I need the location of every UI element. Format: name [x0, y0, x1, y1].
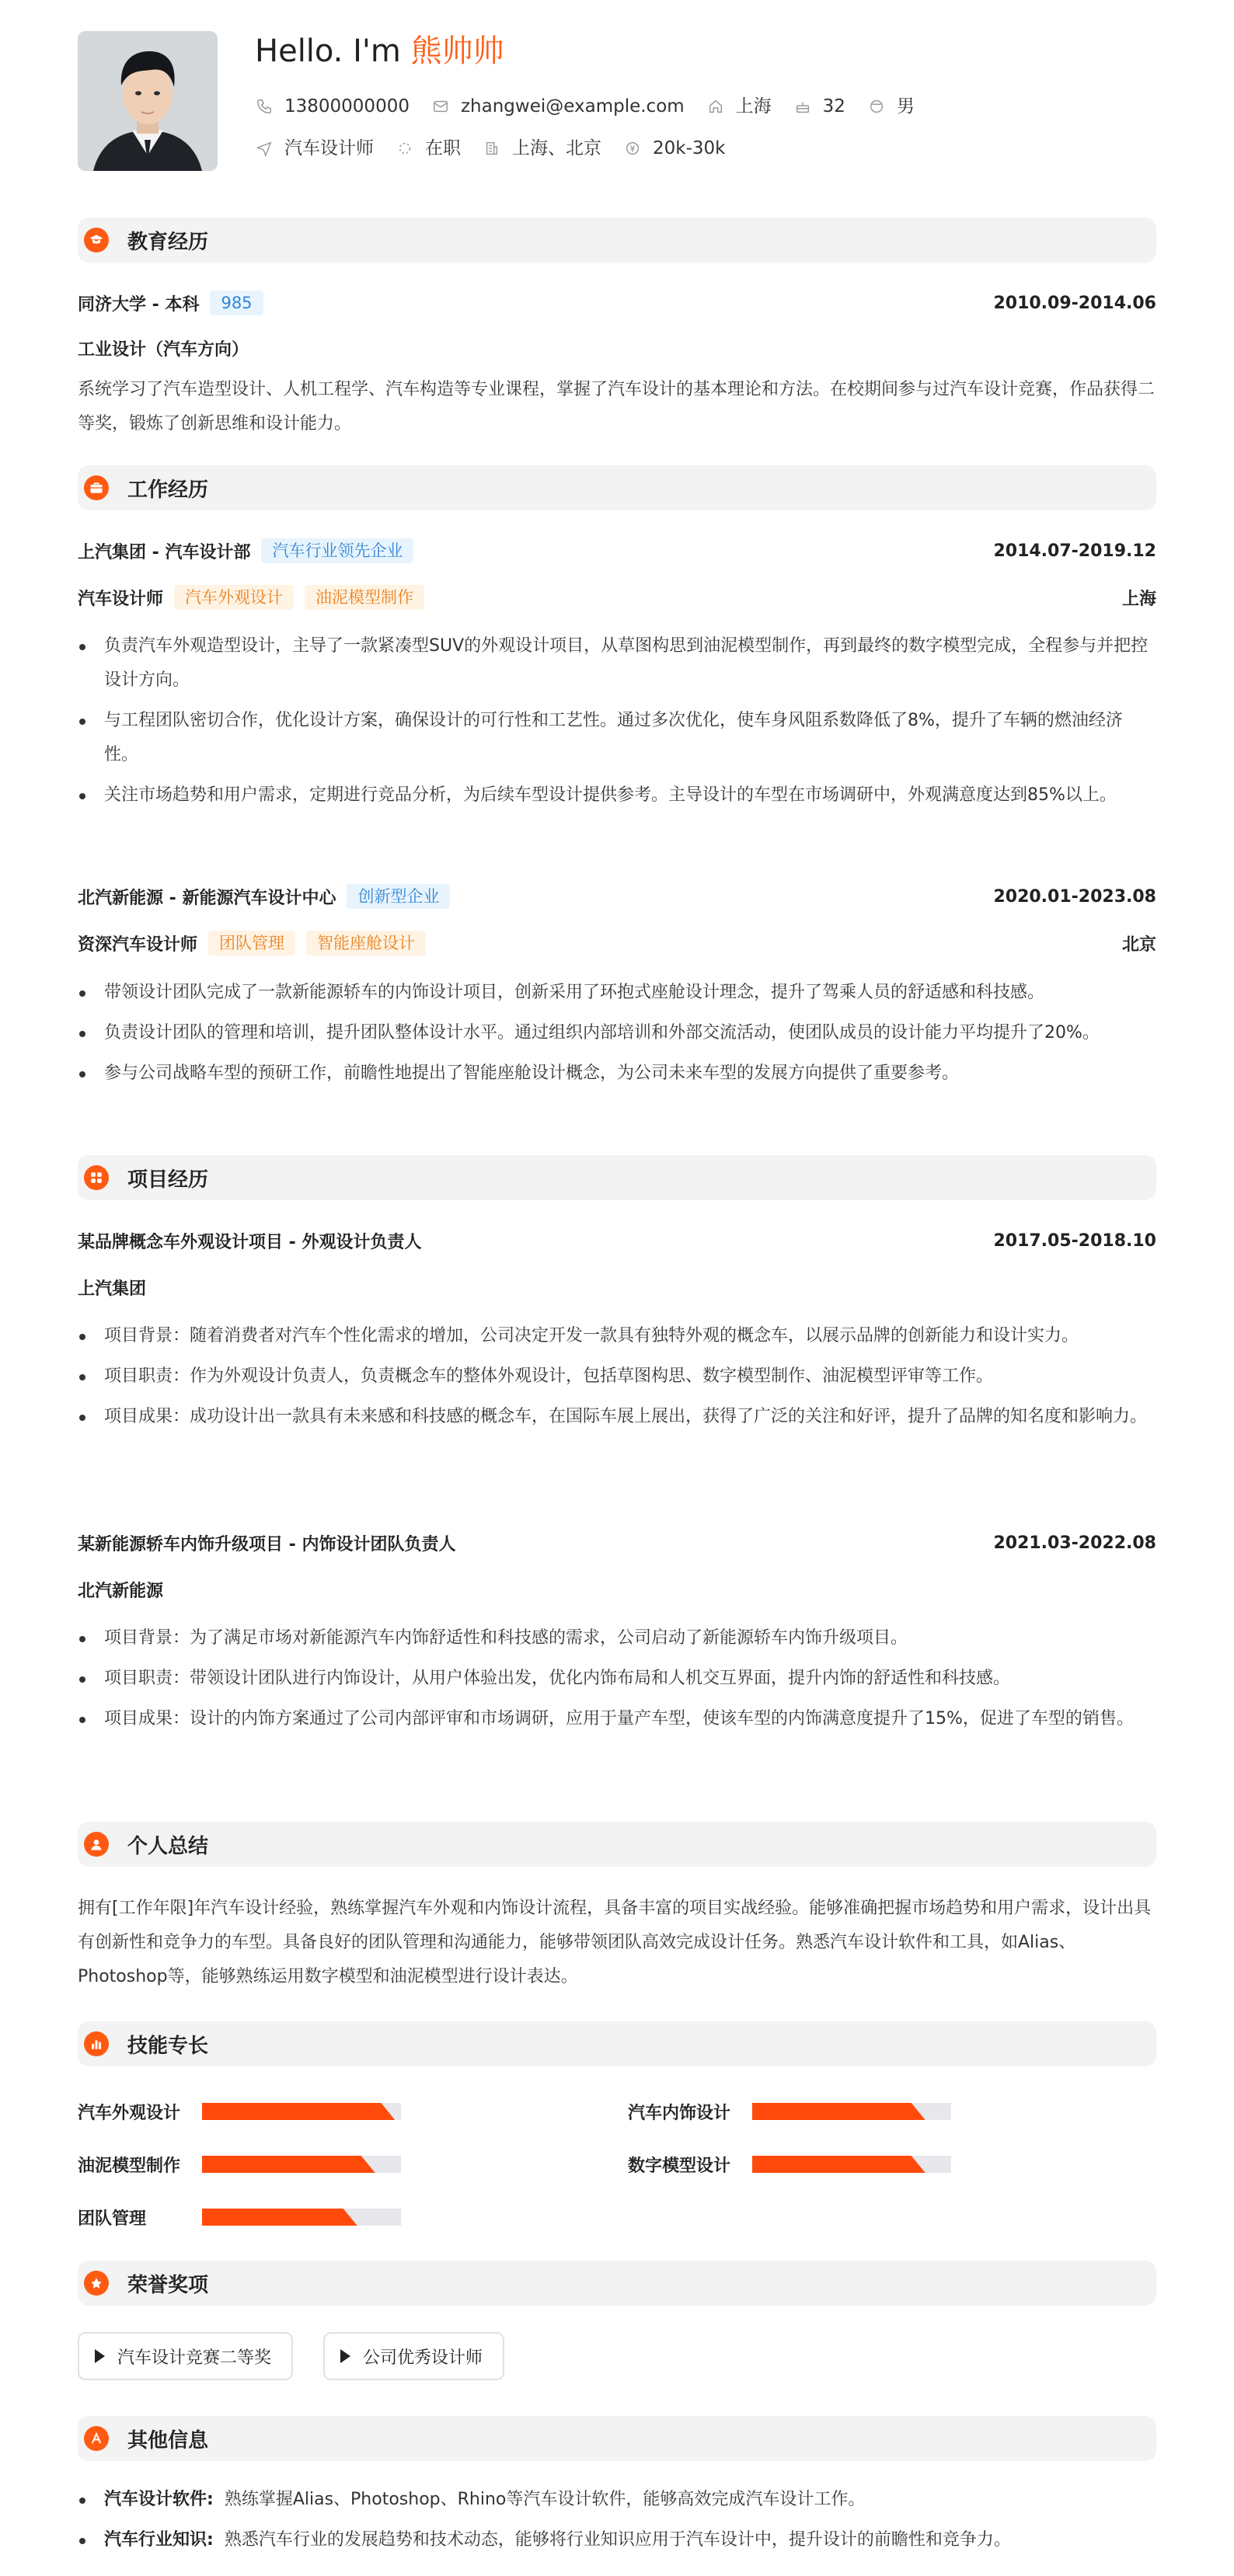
section-awards	[78, 2261, 1156, 2306]
status-item	[396, 137, 461, 160]
award-label: 汽车设计竞赛二等奖	[117, 2348, 272, 2368]
info-text: 熟练掌握Alias、Photoshop、Rhino等汽车设计软件，能够高效完成汽车设计工作。	[224, 2490, 866, 2509]
job-location: 上海	[1121, 589, 1156, 609]
list-item: 项目成果：设计的内饰方案通过了公司内部评审和市场调研，应用于量产车型，使该车型的内饰满意度提升了15%，促进了车型的销售。	[78, 1702, 1156, 1736]
loader-icon	[396, 139, 414, 158]
project-org-row	[78, 1575, 1156, 1603]
list-item	[78, 2523, 1156, 2557]
summary-text: 拥有[工作年限]年汽车设计经验，熟练掌握汽车外观和内饰设计流程，具备丰富的项目实战经验。能够准确把握市场趋势和用户需求，设计出具有创新性和竞争力的车型。具备良好的团队管理和沟通能力，能够带领团队高效完成设计任务。熟悉汽车设计软件和工具，如Alias、Photoshop等，能够熟练运用数字模型和油泥模型进行设计表达。	[78, 1899, 1152, 1986]
email-item	[431, 95, 685, 118]
skill-name: 汽车内饰设计	[628, 2103, 731, 2123]
play-icon	[95, 2349, 105, 2363]
briefcase-icon	[84, 475, 109, 500]
skill-item	[628, 2101, 951, 2122]
project-header	[78, 1529, 1156, 1557]
list-item: 项目职责：作为外观设计负责人，负责概念车的整体外观设计，包括草图构思、数字模型制作、油泥模型评审等工作。	[78, 1359, 1156, 1394]
company-tag: 汽车行业领先企业	[261, 538, 413, 563]
list-item: 带领设计团队完成了一款新能源轿车的内饰设计项目，创新采用了环抱式座舱设计理念，提升了驾乘人员的舒适感和科技感。	[78, 976, 1156, 1010]
list-item: 参与公司战略车型的预研工作，前瞻性地提出了智能座舱设计概念，为公司未来车型的发展方向提供了重要参考。	[78, 1057, 1156, 1091]
school-tag: 985	[210, 291, 263, 315]
section-work	[78, 465, 1156, 510]
section-title: 项目经历	[127, 1168, 209, 1192]
award-chip	[323, 2332, 504, 2380]
salary-value: 20k-30k	[653, 138, 726, 158]
phone-value: 13800000000	[284, 96, 410, 117]
grid-icon	[84, 1165, 109, 1190]
section-title: 个人总结	[127, 1834, 209, 1858]
job-position: 资深汽车设计师	[78, 935, 198, 955]
play-icon	[340, 2349, 350, 2363]
cake-icon	[793, 97, 812, 116]
job-position-row	[78, 929, 1156, 957]
greeting-text: Hello. I'm	[255, 33, 411, 69]
job-header	[78, 882, 1156, 910]
list-item: 项目背景：随着消费者对汽车个性化需求的增加，公司决定开发一款具有独特外观的概念车，以展示品牌的创新能力和设计实力。	[78, 1319, 1156, 1353]
skill-bar-fill	[752, 2103, 926, 2120]
skill-bar	[202, 2156, 401, 2173]
job-duties	[78, 976, 1156, 1097]
project-details	[78, 1621, 1156, 1742]
project-name: 某品牌概念车外观设计项目 - 外观设计负责人	[78, 1232, 422, 1252]
skill-bar-fill	[202, 2103, 395, 2120]
education-description: 系统学习了汽车造型设计、人机工程学、汽车构造等专业课程，掌握了汽车设计的基本理论和方法。在校期间参与过汽车设计竞赛，作品获得二等奖，锻炼了创新思维和设计能力。	[78, 380, 1156, 433]
candidate-name: 熊帅帅	[410, 33, 504, 69]
company-tag: 创新型企业	[347, 884, 450, 909]
age-item	[793, 95, 845, 118]
status-value: 在职	[425, 138, 461, 158]
bar-chart-icon	[84, 2031, 109, 2056]
skill-bar-fill	[752, 2156, 926, 2173]
list-item: 负责汽车外观造型设计，主导了一款紧凑型SUV的外观设计项目，从草图构思到油泥模型制作，再到最终的数字模型完成，全程参与并把控设计方向。	[78, 629, 1156, 698]
skill-item	[78, 2206, 401, 2228]
award-label: 公司优秀设计师	[363, 2348, 483, 2368]
award-chip	[78, 2332, 293, 2380]
skill-item	[78, 2153, 401, 2175]
coin-icon	[623, 139, 642, 158]
skill-item	[628, 2153, 951, 2175]
contact-row	[255, 95, 936, 118]
skill-name: 团队管理	[78, 2209, 147, 2229]
job-value: 汽车设计师	[284, 138, 374, 158]
project-org-row	[78, 1273, 1156, 1301]
info-label: 汽车行业知识:	[104, 2530, 214, 2550]
user-icon	[84, 1832, 109, 1857]
city-item	[706, 95, 772, 118]
phone-icon	[255, 97, 274, 116]
gender-icon	[867, 97, 886, 116]
education-major-row	[78, 334, 1156, 362]
education-header	[78, 289, 1156, 317]
job-position: 汽车设计师	[78, 589, 164, 609]
company-name: 上汽集团 - 汽车设计部	[78, 542, 251, 562]
font-icon	[84, 2426, 109, 2451]
section-title: 技能专长	[127, 2034, 209, 2058]
skill-name: 油泥模型制作	[78, 2156, 181, 2176]
award-icon	[84, 2271, 109, 2296]
age-value: 32	[822, 96, 845, 117]
target-city-item	[483, 137, 601, 160]
skill-bar	[752, 2156, 951, 2173]
profile-header	[78, 31, 1156, 179]
avatar	[78, 31, 218, 171]
project-header	[78, 1227, 1156, 1255]
job-date: 2014.07-2019.12	[993, 541, 1156, 561]
greeting	[255, 33, 504, 70]
section-other	[78, 2416, 1156, 2461]
skill-bar	[752, 2103, 951, 2120]
section-education	[78, 218, 1156, 263]
list-item: 项目成果：成功设计出一款具有未来感和科技感的概念车，在国际车展上展出，获得了广泛的关注和好评，提升了品牌的知名度和影响力。	[78, 1400, 1156, 1434]
school-name: 同济大学 - 本科	[78, 294, 200, 315]
home-icon	[706, 97, 725, 116]
project-date: 2021.03-2022.08	[993, 1533, 1156, 1553]
list-item: 项目职责：带领设计团队进行内饰设计，从用户体验出发，优化内饰布局和人机交互界面，提升内饰的舒适性和科技感。	[78, 1662, 1156, 1696]
project-org: 上汽集团	[78, 1279, 147, 1299]
list-item: 关注市场趋势和用户需求，定期进行竞品分析，为后续车型设计提供参考。主导设计的车型在市场调研中，外观满意度达到85%以上。	[78, 778, 1156, 813]
section-summary	[78, 1822, 1156, 1867]
section-skills	[78, 2021, 1156, 2066]
list-item: 与工程团队密切合作，优化设计方案，确保设计的可行性和工艺性。通过多次优化，使车身风阻系数降低了8%，提升了车辆的燃油经济性。	[78, 704, 1156, 772]
project-details	[78, 1319, 1156, 1440]
info-text: 熟悉汽车行业的发展趋势和技术动态，能够将行业知识应用于汽车设计中，提升设计的前瞻性和竞争力。	[224, 2530, 1011, 2550]
skill-bar-fill	[202, 2156, 375, 2173]
job-item	[255, 137, 374, 160]
project-org: 北汽新能源	[78, 1581, 164, 1601]
project-name: 某新能源轿车内饰升级项目 - 内饰设计团队负责人	[78, 1534, 456, 1554]
target-city-value: 上海、北京	[512, 138, 601, 158]
skill-bar	[202, 2103, 401, 2120]
email-value: zhangwei@example.com	[460, 96, 685, 117]
gender-value: 男	[896, 96, 915, 117]
skill-name: 汽车外观设计	[78, 2103, 181, 2123]
project-date: 2017.05-2018.10	[993, 1231, 1156, 1251]
section-title: 教育经历	[127, 230, 209, 254]
section-title: 工作经历	[127, 478, 209, 502]
graduation-cap-icon	[84, 228, 109, 252]
section-title: 其他信息	[127, 2428, 209, 2452]
company-name: 北汽新能源 - 新能源汽车设计中心	[78, 888, 336, 908]
skill-tag: 汽车外观设计	[174, 585, 294, 610]
job-position-row	[78, 583, 1156, 611]
education-date: 2010.09-2014.06	[993, 293, 1156, 313]
job-intent-row	[255, 137, 747, 160]
gender-item	[867, 95, 915, 118]
job-header	[78, 537, 1156, 565]
skill-bar	[202, 2209, 401, 2226]
list-item	[78, 2483, 1156, 2517]
skill-item	[78, 2101, 401, 2122]
info-label: 汽车设计软件:	[104, 2490, 214, 2509]
other-info-list	[78, 2483, 1156, 2564]
job-duties	[78, 629, 1156, 819]
list-item: 项目背景：为了满足市场对新能源汽车内饰舒适性和科技感的需求，公司启动了新能源轿车内饰升级项目。	[78, 1621, 1156, 1655]
section-title: 荣誉奖项	[127, 2273, 209, 2297]
job-location: 北京	[1121, 935, 1156, 955]
skill-name: 数字模型设计	[628, 2156, 731, 2176]
phone-item	[255, 95, 410, 118]
list-item: 负责设计团队的管理和培训，提升团队整体设计水平。通过组织内部培训和外部交流活动，使团队成员的设计能力平均提升了20%。	[78, 1016, 1156, 1050]
job-date: 2020.01-2023.08	[993, 886, 1156, 907]
skill-tag: 团队管理	[208, 931, 295, 956]
send-icon	[255, 139, 274, 158]
education-major: 工业设计（汽车方向）	[78, 339, 249, 360]
mail-icon	[431, 97, 450, 116]
skill-bar-fill	[202, 2209, 357, 2226]
skill-tag: 油泥模型制作	[305, 585, 424, 610]
city-value: 上海	[735, 96, 772, 117]
salary-item	[623, 137, 725, 160]
resume-content	[78, 31, 1156, 2550]
section-projects	[78, 1155, 1156, 1200]
building-icon	[483, 139, 501, 158]
skill-tag: 智能座舱设计	[306, 931, 426, 956]
